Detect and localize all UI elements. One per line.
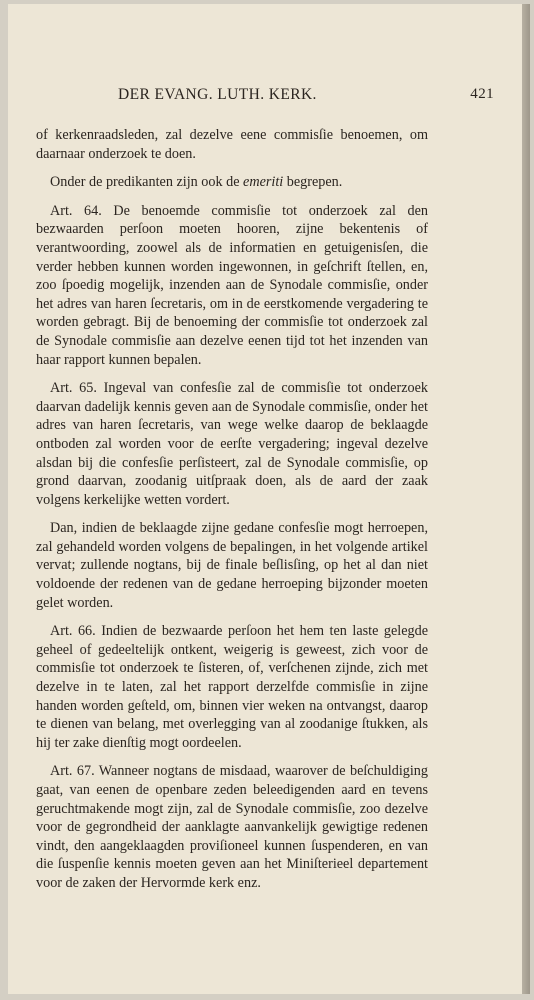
article-66: Art. 66. Indien de bezwaarde perſoon het hem ten laste gelegde geheel of gedeeltelijk ontkent, weigerig is geweest, zich voor de commisſie tot onderzoek te ſisteren, of, verſchenen zijnde, zich met dezelve in te laten, zal het rapport derzelfde commisſie in zijne handen worden geſteld, om, binnen vier weken na ontvangst, daarop te dienen van belang, met overlegging van al zoodanige ſtukken, als hij ter zake dienſtig mogt oordeelen. <box>36 623 428 751</box>
text-segment: begrepen. <box>283 174 343 191</box>
article-64: Art. 64. De benoemde commisſie tot onderzoek zal den bezwaarden perſoon moeten hooren, zijne bekentenis of verantwoording, zoowel als de informatien en getuigenisſen, die verder hebben kunnen worden ingewonnen, in geſchrift ſtellen, en, zoo ſpoedig mogelijk, inzenden aan de Synodale commisſie, onder het adres van haren ſecretaris, om in de eerstkomende vergadering te worden gebragt. Bij de benoeming der commisſie tot onderzoek zal de Synodale commisſie aan dezelve eenen tijd tot het inzenden van haar rapport kunnen bepalen. <box>36 202 428 368</box>
paragraph-emeriti <box>36 173 428 192</box>
page-number: 421 <box>470 86 494 102</box>
page-edge <box>522 4 530 994</box>
article-67: Art. 67. Wanneer nogtans de misdaad, waarover de beſchuldiging gaat, van eenen de openbare zeden beleedigenden aard en tevens geruchtmakende mogt zijn, zal de Synodale commisſie, zoo dezelve voor de gegrondheid der aanklagte aanvankelijk gewigtige redenen vindt, den aangeklaagden proviſioneel kunnen ſuspenderen, en van die ſuspenſie kennis moeten geven aan het Miniſterieel departement voor de zaken der Hervormde kerk enz. <box>36 763 428 891</box>
running-title: DER EVANG. LUTH. KERK. <box>118 86 317 103</box>
article-65: Art. 65. Ingeval van confesſie zal de commisſie tot onderzoek daarvan dadelijk kennis geven aan de Synodale commisſie, onder het adres van haren ſecretaris, van wege welke daarop de beklaagde ontboden zal worden voor de eerſte vergadering; ingeval dezelve alsdan bij die confesſie perſisteert, zal de Synodale commisſie, op grond daarvan, zoodanig uitſpraak doen, als de aard der zaak volgens kerkelijke wetten vordert. <box>36 380 428 508</box>
paragraph-continuation: of kerkenraadsleden, zal dezelve eene commisſie benoemen, om daarnaar onderzoek te doen. <box>36 127 428 162</box>
text-segment: Onder de predikanten zijn ook de <box>50 174 244 191</box>
paragraph-herroeping: Dan, indien de beklaagde zijne gedane confesſie mogt herroepen, zal gehandeld worden volgens de bepalingen, in het volgende artikel vervat; zullende nogtans, bij de finale beſlisſing, op het al dan niet voldoende der redenen van de gedane herroeping bijzonder moeten gelet worden. <box>36 520 428 611</box>
page-header <box>36 86 494 108</box>
italic-term: emeriti <box>243 174 284 191</box>
body-text <box>36 126 428 903</box>
